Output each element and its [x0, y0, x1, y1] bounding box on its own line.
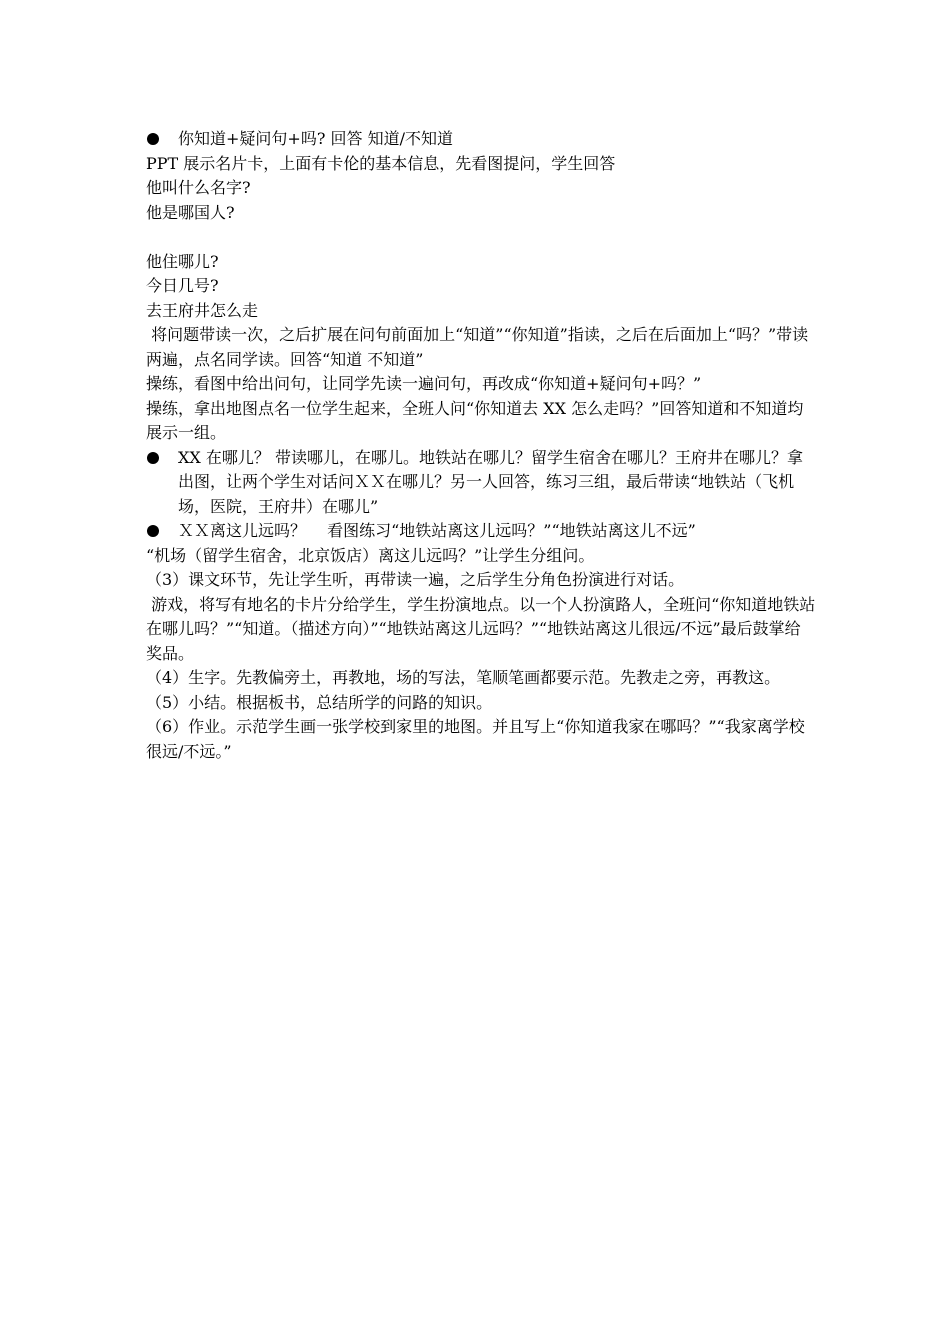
bullet-text: ＸＸ离这儿远吗？ 看图练习“地铁站离这儿远吗？”“地铁站离这儿不远”: [178, 521, 696, 540]
question-line: 他是哪国人?: [146, 202, 235, 222]
paragraph: （4）生字。先教偏旁土，再教地，场的写法，笔顺笔画都要示范。先教走之旁，再教这。: [146, 668, 781, 687]
paragraph: （6）作业。示范学生画一张学校到家里的地图。并且写上“你知道我家在哪吗？”“我家离学校很远/不远。”: [146, 717, 805, 761]
bullet-dot-icon: [146, 127, 178, 152]
paragraph: （5）小结。根据板书，总结所学的问路的知识。: [146, 692, 493, 712]
bullet-text: XX 在哪儿？ 带读哪儿，在哪儿。地铁站在哪儿？留学生宿舍在哪儿？王府井在哪儿？拿出图，让两个学生对话问ＸＸ在哪儿？另一人回答，练习三组，最后带读“地铁站（飞机场，医院，王府井）在哪儿”: [178, 447, 803, 516]
bullet-dot-icon: [146, 519, 178, 544]
paragraph: 操练，看图中给出问句，让同学先读一遍问句，再改成“你知道+疑问句+吗？”: [146, 374, 702, 393]
question-line: 今日几号?: [146, 276, 219, 295]
paragraph: 游戏，将写有地名的卡片分给学生，学生扮演地点。以一个人扮演路人，全班问“你知道地铁站在哪儿吗？”“知道。（描述方向）”“地铁站离这儿远吗？”“地铁站离这儿很远/不远”最后鼓掌给奖品。: [146, 594, 816, 663]
bullet-text: 你知道+疑问句+吗? 回答 知道/不知道: [178, 129, 453, 148]
question-line: 他叫什么名字?: [146, 178, 251, 197]
paragraph: （3）课文环节，先让学生听，再带读一遍，之后学生分角色扮演进行对话。: [146, 570, 685, 589]
question-line: 他住哪儿?: [146, 251, 219, 271]
document-body: [146, 127, 816, 764]
bullet-item: [146, 519, 816, 544]
blank-line: [146, 225, 816, 250]
paragraph: “机场（留学生宿舍，北京饭店）离这儿远吗？”让学生分组问。: [146, 545, 595, 565]
paragraph: 操练，拿出地图点名一位学生起来，全班人问“你知道去 XX 怎么走吗？”回答知道和不知道均展示一组。: [146, 398, 804, 442]
bullet-dot-icon: [146, 446, 178, 520]
paragraph: 将问题带读一次，之后扩展在问句前面加上“知道”“你知道”指读，之后在后面加上“吗？”带读两遍，点名同学读。回答“知道 不知道”: [146, 325, 809, 369]
question-line: 去王府井怎么走: [146, 300, 259, 320]
bullet-item: [146, 127, 816, 152]
bullet-item: [146, 446, 816, 520]
paragraph: PPT 展示名片卡，上面有卡伦的基本信息，先看图提问，学生回答: [146, 153, 616, 173]
